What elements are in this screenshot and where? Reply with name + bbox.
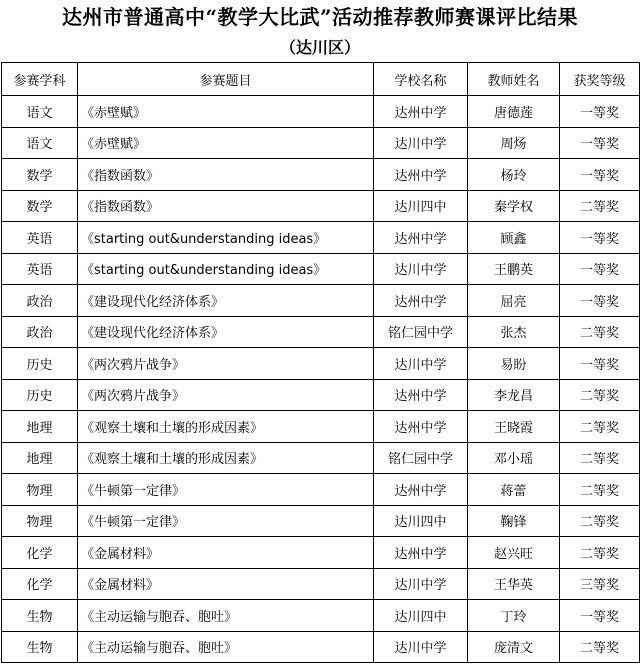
cell-teacher: 秦学权 <box>468 190 560 222</box>
cell-topic: 《主动运输与胞吞、胞吐》 <box>78 600 374 632</box>
cell-topic: 《观察土壤和土壤的形成因素》 <box>78 442 374 474</box>
table-body <box>2 96 640 663</box>
cell-award: 一等奖 <box>560 253 640 285</box>
cell-teacher: 王华英 <box>468 568 560 600</box>
cell-teacher: 丁玲 <box>468 600 560 632</box>
cell-subject: 英语 <box>2 253 78 285</box>
table-row <box>2 442 640 474</box>
cell-teacher: 李龙昌 <box>468 379 560 411</box>
cell-award: 二等奖 <box>560 379 640 411</box>
cell-topic: 《两次鸦片战争》 <box>78 348 374 380</box>
cell-topic: 《主动运输与胞吞、胞吐》 <box>78 631 374 663</box>
cell-subject: 历史 <box>2 348 78 380</box>
table-row <box>2 505 640 537</box>
cell-award: 一等奖 <box>560 222 640 254</box>
cell-subject: 语文 <box>2 127 78 159</box>
cell-subject: 数学 <box>2 190 78 222</box>
cell-school: 达州中学 <box>374 222 468 254</box>
cell-subject: 政治 <box>2 316 78 348</box>
cell-award: 一等奖 <box>560 96 640 128</box>
results-table <box>1 62 640 663</box>
cell-subject: 生物 <box>2 600 78 632</box>
header-topic: 参赛题目 <box>78 63 374 96</box>
cell-school: 铭仁园中学 <box>374 442 468 474</box>
cell-topic: 《金属材料》 <box>78 568 374 600</box>
cell-teacher: 易盼 <box>468 348 560 380</box>
cell-topic: 《牛顿第一定律》 <box>78 474 374 506</box>
table-row <box>2 537 640 569</box>
cell-topic: 《两次鸦片战争》 <box>78 379 374 411</box>
table-row <box>2 190 640 222</box>
table-row <box>2 316 640 348</box>
cell-subject: 数学 <box>2 159 78 191</box>
cell-award: 一等奖 <box>560 348 640 380</box>
cell-subject: 生物 <box>2 631 78 663</box>
cell-school: 达州中学 <box>374 285 468 317</box>
cell-topic: 《建设现代化经济体系》 <box>78 285 374 317</box>
cell-subject: 历史 <box>2 379 78 411</box>
cell-teacher: 张杰 <box>468 316 560 348</box>
cell-topic: 《金属材料》 <box>78 537 374 569</box>
cell-subject: 地理 <box>2 442 78 474</box>
cell-school: 达川中学 <box>374 348 468 380</box>
cell-topic: 《赤壁赋》 <box>78 96 374 128</box>
cell-school: 达川四中 <box>374 190 468 222</box>
table-row <box>2 600 640 632</box>
cell-teacher: 邓小瑶 <box>468 442 560 474</box>
cell-teacher: 唐德莲 <box>468 96 560 128</box>
header-subject: 参赛学科 <box>2 63 78 96</box>
table-row <box>2 568 640 600</box>
cell-topic: 《牛顿第一定律》 <box>78 505 374 537</box>
cell-subject: 物理 <box>2 505 78 537</box>
cell-topic: 《指数函数》 <box>78 159 374 191</box>
cell-award: 二等奖 <box>560 190 640 222</box>
cell-topic: 《赤壁赋》 <box>78 127 374 159</box>
cell-award: 二等奖 <box>560 474 640 506</box>
table-header-row <box>2 63 640 96</box>
cell-school: 达州中学 <box>374 537 468 569</box>
cell-teacher: 赵兴旺 <box>468 537 560 569</box>
cell-teacher: 屈亮 <box>468 285 560 317</box>
cell-topic: 《指数函数》 <box>78 190 374 222</box>
cell-subject: 物理 <box>2 474 78 506</box>
cell-teacher: 顾鑫 <box>468 222 560 254</box>
cell-award: 二等奖 <box>560 316 640 348</box>
cell-subject: 语文 <box>2 96 78 128</box>
cell-award: 三等奖 <box>560 568 640 600</box>
cell-teacher: 庞清文 <box>468 631 560 663</box>
table-row <box>2 411 640 443</box>
cell-school: 达川中学 <box>374 631 468 663</box>
table-row <box>2 222 640 254</box>
cell-teacher: 王晓霞 <box>468 411 560 443</box>
header-school: 学校名称 <box>374 63 468 96</box>
cell-school: 达州中学 <box>374 411 468 443</box>
page-title: 达州市普通高中“教学大比武”活动推荐教师赛课评比结果 <box>61 5 578 29</box>
table-row <box>2 631 640 663</box>
cell-topic: 《starting out&understanding ideas》 <box>78 253 374 285</box>
table-row <box>2 474 640 506</box>
table-row <box>2 127 640 159</box>
cell-school: 达川中学 <box>374 127 468 159</box>
cell-award: 一等奖 <box>560 159 640 191</box>
cell-school: 达州中学 <box>374 96 468 128</box>
cell-award: 一等奖 <box>560 127 640 159</box>
cell-teacher: 王鹏英 <box>468 253 560 285</box>
cell-school: 达川中学 <box>374 568 468 600</box>
cell-subject: 地理 <box>2 411 78 443</box>
cell-school: 达州中学 <box>374 159 468 191</box>
cell-school: 达川中学 <box>374 253 468 285</box>
cell-school: 铭仁园中学 <box>374 316 468 348</box>
table-row <box>2 379 640 411</box>
cell-award: 二等奖 <box>560 537 640 569</box>
cell-award: 二等奖 <box>560 442 640 474</box>
cell-subject: 化学 <box>2 537 78 569</box>
cell-topic: 《starting out&understanding ideas》 <box>78 222 374 254</box>
cell-subject: 化学 <box>2 568 78 600</box>
table-row <box>2 348 640 380</box>
table-row <box>2 285 640 317</box>
page-subtitle: （达川区） <box>279 38 360 57</box>
cell-award: 一等奖 <box>560 285 640 317</box>
cell-school: 达州中学 <box>374 474 468 506</box>
cell-award: 二等奖 <box>560 411 640 443</box>
cell-subject: 政治 <box>2 285 78 317</box>
cell-teacher: 蒋蕾 <box>468 474 560 506</box>
cell-school: 达川四中 <box>374 505 468 537</box>
cell-topic: 《观察土壤和土壤的形成因素》 <box>78 411 374 443</box>
header-award: 获奖等级 <box>560 63 640 96</box>
header-teacher: 教师姓名 <box>468 63 560 96</box>
table-row <box>2 253 640 285</box>
cell-school: 达州中学 <box>374 379 468 411</box>
cell-subject: 英语 <box>2 222 78 254</box>
cell-award: 二等奖 <box>560 631 640 663</box>
cell-award: 一等奖 <box>560 600 640 632</box>
cell-teacher: 鞠锋 <box>468 505 560 537</box>
cell-teacher: 周炀 <box>468 127 560 159</box>
cell-topic: 《建设现代化经济体系》 <box>78 316 374 348</box>
cell-school: 达川四中 <box>374 600 468 632</box>
table-row <box>2 159 640 191</box>
table-row <box>2 96 640 128</box>
cell-award: 二等奖 <box>560 505 640 537</box>
cell-teacher: 杨玲 <box>468 159 560 191</box>
